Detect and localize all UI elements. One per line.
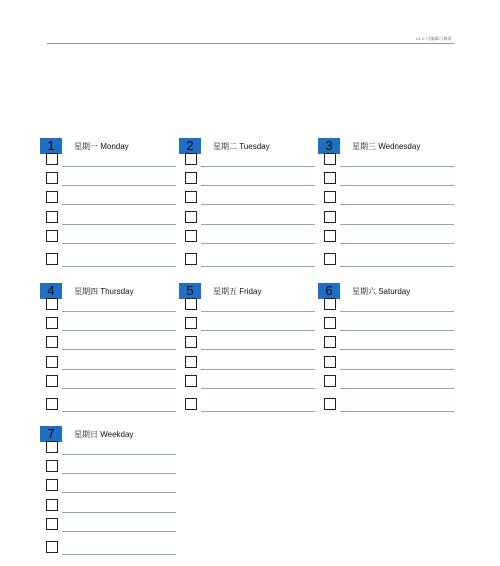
task-checkbox[interactable]	[46, 153, 58, 165]
task-line[interactable]	[62, 330, 176, 331]
task-row	[324, 298, 454, 312]
task-line[interactable]	[340, 224, 454, 225]
task-row	[46, 317, 176, 331]
task-row	[46, 460, 176, 474]
task-checkbox[interactable]	[185, 356, 197, 368]
task-line[interactable]	[201, 349, 315, 350]
task-row	[46, 211, 176, 225]
task-checkbox[interactable]	[324, 230, 336, 242]
day-label: 星期一 Monday	[74, 142, 129, 151]
task-row	[46, 230, 176, 244]
task-checkbox[interactable]	[185, 211, 197, 223]
task-checkbox[interactable]	[185, 317, 197, 329]
task-checkbox[interactable]	[46, 518, 58, 530]
day-label: 星期二 Tuesday	[213, 142, 270, 151]
task-row	[46, 253, 176, 267]
task-line[interactable]	[62, 369, 176, 370]
task-checkbox[interactable]	[185, 336, 197, 348]
task-checkbox[interactable]	[46, 398, 58, 410]
task-row	[46, 153, 176, 167]
task-row	[46, 398, 176, 412]
task-checkbox[interactable]	[46, 230, 58, 242]
task-line[interactable]	[62, 512, 176, 513]
task-checkbox[interactable]	[185, 191, 197, 203]
task-line[interactable]	[62, 266, 176, 267]
task-row	[46, 298, 176, 312]
task-row	[185, 253, 315, 267]
task-checkbox[interactable]	[324, 398, 336, 410]
task-row	[185, 191, 315, 205]
task-checkbox[interactable]	[324, 336, 336, 348]
day-number: 2	[179, 138, 201, 154]
task-line[interactable]	[340, 243, 454, 244]
task-line[interactable]	[62, 224, 176, 225]
task-line[interactable]	[201, 243, 315, 244]
task-row	[185, 398, 315, 412]
task-row	[324, 375, 454, 389]
task-checkbox[interactable]	[185, 398, 197, 410]
task-row	[185, 230, 315, 244]
task-checkbox[interactable]	[46, 191, 58, 203]
task-checkbox[interactable]	[46, 441, 58, 453]
document-header: v1.0 可编辑可修改	[416, 36, 452, 41]
day-number: 3	[318, 138, 340, 154]
task-checkbox[interactable]	[324, 191, 336, 203]
task-row	[324, 356, 454, 370]
task-checkbox[interactable]	[46, 253, 58, 265]
task-row	[46, 191, 176, 205]
task-line[interactable]	[340, 411, 454, 412]
day-block-thursday	[40, 283, 180, 423]
task-line[interactable]	[201, 388, 315, 389]
task-checkbox[interactable]	[185, 375, 197, 387]
task-checkbox[interactable]	[46, 336, 58, 348]
task-row	[185, 317, 315, 331]
task-line[interactable]	[62, 473, 176, 474]
day-label: 星期四 Thursday	[74, 287, 134, 296]
task-line[interactable]	[340, 185, 454, 186]
task-line[interactable]	[201, 369, 315, 370]
task-row	[185, 211, 315, 225]
task-row	[324, 172, 454, 186]
task-row	[324, 336, 454, 350]
task-checkbox[interactable]	[185, 153, 197, 165]
task-checkbox[interactable]	[324, 153, 336, 165]
task-line[interactable]	[340, 388, 454, 389]
task-checkbox[interactable]	[46, 356, 58, 368]
task-line[interactable]	[62, 311, 176, 312]
task-row	[46, 172, 176, 186]
day-label: 星期三 Wednesday	[352, 142, 421, 151]
task-checkbox[interactable]	[185, 230, 197, 242]
task-row	[185, 298, 315, 312]
task-line[interactable]	[201, 224, 315, 225]
task-checkbox[interactable]	[324, 375, 336, 387]
header-rule	[47, 43, 454, 44]
task-line[interactable]	[62, 243, 176, 244]
day-number: 7	[40, 426, 62, 442]
task-line[interactable]	[62, 492, 176, 493]
task-line[interactable]	[201, 166, 315, 167]
task-checkbox[interactable]	[185, 172, 197, 184]
task-line[interactable]	[62, 349, 176, 350]
day-number: 6	[318, 283, 340, 299]
task-row	[46, 518, 176, 532]
task-row	[185, 336, 315, 350]
task-row	[46, 375, 176, 389]
task-checkbox[interactable]	[46, 172, 58, 184]
task-line[interactable]	[62, 411, 176, 412]
task-line[interactable]	[201, 311, 315, 312]
task-line[interactable]	[201, 330, 315, 331]
task-row	[324, 153, 454, 167]
task-row	[324, 230, 454, 244]
task-line[interactable]	[62, 388, 176, 389]
task-checkbox[interactable]	[46, 375, 58, 387]
task-line[interactable]	[340, 369, 454, 370]
task-checkbox[interactable]	[185, 298, 197, 310]
task-checkbox[interactable]	[46, 460, 58, 472]
task-line[interactable]	[201, 204, 315, 205]
task-row	[46, 441, 176, 455]
task-row	[46, 499, 176, 513]
task-row	[185, 356, 315, 370]
task-line[interactable]	[201, 411, 315, 412]
task-row	[46, 541, 176, 555]
task-row	[46, 479, 176, 493]
task-line[interactable]	[62, 185, 176, 186]
day-block-wednesday	[318, 138, 458, 278]
task-checkbox[interactable]	[46, 541, 58, 553]
day-block-sunday	[40, 426, 180, 566]
day-block-saturday	[318, 283, 458, 423]
task-row	[185, 375, 315, 389]
task-line[interactable]	[340, 311, 454, 312]
task-line[interactable]	[340, 266, 454, 267]
task-row	[324, 191, 454, 205]
task-checkbox[interactable]	[324, 317, 336, 329]
task-row	[46, 356, 176, 370]
task-line[interactable]	[201, 266, 315, 267]
task-checkbox[interactable]	[185, 253, 197, 265]
task-checkbox[interactable]	[324, 253, 336, 265]
task-row	[324, 253, 454, 267]
task-checkbox[interactable]	[46, 211, 58, 223]
task-line[interactable]	[340, 330, 454, 331]
task-checkbox[interactable]	[324, 211, 336, 223]
day-block-tuesday	[179, 138, 319, 278]
task-row	[185, 172, 315, 186]
task-checkbox[interactable]	[324, 298, 336, 310]
task-row	[185, 153, 315, 167]
day-block-friday	[179, 283, 319, 423]
task-row	[324, 398, 454, 412]
day-number: 4	[40, 283, 62, 299]
task-checkbox[interactable]	[46, 298, 58, 310]
task-row	[46, 336, 176, 350]
task-row	[324, 317, 454, 331]
day-block-monday	[40, 138, 180, 278]
task-checkbox[interactable]	[324, 356, 336, 368]
task-line[interactable]	[340, 166, 454, 167]
task-row	[324, 211, 454, 225]
task-checkbox[interactable]	[324, 172, 336, 184]
day-label: 星期六 Saturday	[352, 287, 411, 296]
task-line[interactable]	[62, 554, 176, 555]
day-number: 1	[40, 138, 62, 154]
task-checkbox[interactable]	[46, 479, 58, 491]
day-label: 星期五 Friday	[213, 287, 262, 296]
day-number: 5	[179, 283, 201, 299]
day-label: 星期日 Weekday	[74, 430, 134, 439]
task-line[interactable]	[62, 204, 176, 205]
task-line[interactable]	[62, 531, 176, 532]
task-line[interactable]	[62, 166, 176, 167]
task-checkbox[interactable]	[46, 317, 58, 329]
task-line[interactable]	[340, 349, 454, 350]
task-line[interactable]	[62, 454, 176, 455]
task-line[interactable]	[340, 204, 454, 205]
task-line[interactable]	[201, 185, 315, 186]
task-checkbox[interactable]	[46, 499, 58, 511]
